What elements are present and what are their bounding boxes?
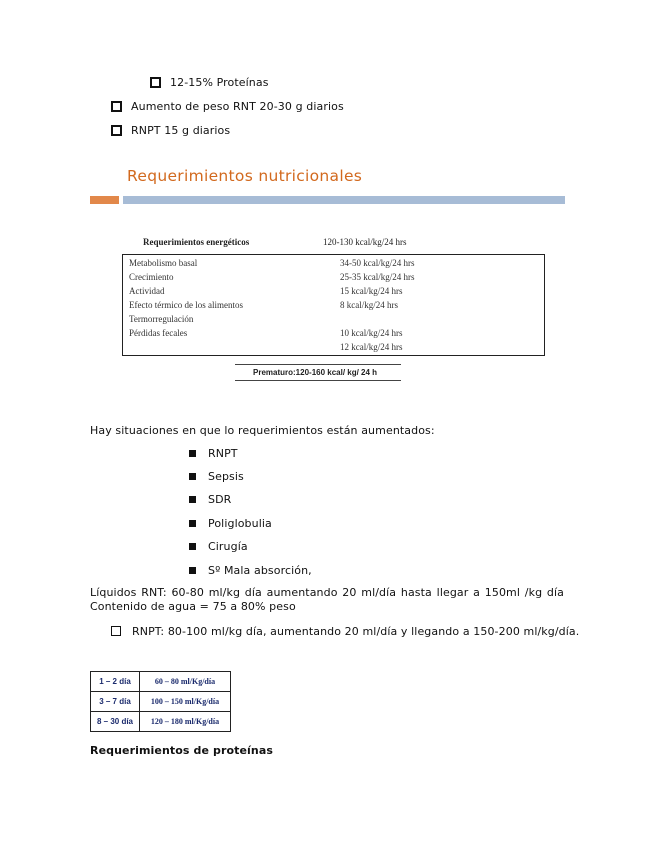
energy-row-value: 10 kcal/kg/24 hrs [340,328,403,338]
energy-row-label: Pérdidas fecales [129,328,188,338]
premature-note: Prematuro:120-160 kcal/ kg/ 24 h [253,368,378,377]
list-item-text: Poliglobulia [208,517,272,530]
list-item [189,493,231,506]
table-cell-days: 3 – 7 día [91,692,140,712]
list-item-rnpt [111,124,230,137]
table-cell-value: 120 – 180 ml/Kg/día [140,712,231,732]
list-item [189,540,248,553]
table-row [91,712,231,732]
filled-square-bullet-icon [189,473,196,480]
section-heading: Requerimientos nutricionales [127,167,363,185]
liquids-line: Líquidos RNT: 60-80 ml/kg día aumentando 20 ml/día hasta llegar a 150ml /kg día [90,586,564,599]
table-cell-value: 60 – 80 ml/Kg/día [140,672,231,692]
list-item-text: Sº Mala absorción, [208,564,312,577]
list-item-text: Sepsis [208,470,244,483]
note-rule-top [235,364,401,365]
table-row [91,672,231,692]
heading-accent-bar [90,196,119,204]
energy-row-label: Metabolismo basal [129,258,198,268]
filled-square-bullet-icon [189,567,196,574]
energy-row-value: 15 kcal/kg/24 hrs [340,286,403,296]
energy-row-label: Termorregulación [129,314,194,324]
filled-square-bullet-icon [189,496,196,503]
list-item-text: RNPT [208,447,238,460]
liquid-requirements-table [90,671,231,732]
filled-square-bullet-icon [189,543,196,550]
energy-table [122,254,545,356]
energy-row-label: Actividad [129,286,165,296]
energy-row-value: 25-35 kcal/kg/24 hrs [340,272,415,282]
list-item [189,517,272,530]
proteins-heading: Requerimientos de proteínas [90,744,274,757]
filled-square-bullet-icon [189,450,196,457]
list-item-text: RNPT 15 g diarios [131,124,231,137]
list-item-text: SDR [208,493,232,506]
list-item-text: Aumento de peso RNT 20-30 g diarios [131,100,344,113]
energy-row-value: 34-50 kcal/kg/24 hrs [340,258,415,268]
energy-table-title-value: 120-130 kcal/kg/24 hrs [323,237,407,247]
list-item-text: 12-15% Proteínas [170,76,269,89]
square-bullet-icon [111,101,122,112]
energy-row-label: Crecimiento [129,272,174,282]
table-row [91,692,231,712]
square-bullet-icon [111,125,122,136]
square-bullet-icon [111,626,121,636]
table-cell-days: 8 – 30 día [91,712,140,732]
energy-row-value: 8 kcal/kg/24 hrs [340,300,398,310]
energy-row-label: Efecto térmico de los alimentos [129,300,243,310]
list-item [189,564,312,577]
table-cell-days: 1 – 2 día [91,672,140,692]
table-cell-value: 100 – 150 ml/Kg/día [140,692,231,712]
situations-intro: Hay situaciones en que lo requerimientos están aumentados: [90,424,435,437]
heading-rule-bar [123,196,565,204]
note-rule-bottom [235,380,401,381]
filled-square-bullet-icon [189,520,196,527]
energy-row-value: 12 kcal/kg/24 hrs [340,342,403,352]
list-item-proteins [150,76,269,89]
list-item [189,470,244,483]
square-bullet-icon [150,77,161,88]
list-item [189,447,238,460]
energy-table-title: Requerimientos energéticos [143,237,250,247]
list-item-text: RNPT: 80-100 ml/kg día, aumentando 20 ml/día y llegando a 150-200 ml/kg/día. [132,625,580,638]
water-content-line: Contenido de agua = 75 a 80% peso [90,600,296,613]
list-item-weight-gain [111,100,344,113]
list-item-text: Cirugía [208,540,248,553]
list-item-rnpt-liquids [111,625,579,638]
